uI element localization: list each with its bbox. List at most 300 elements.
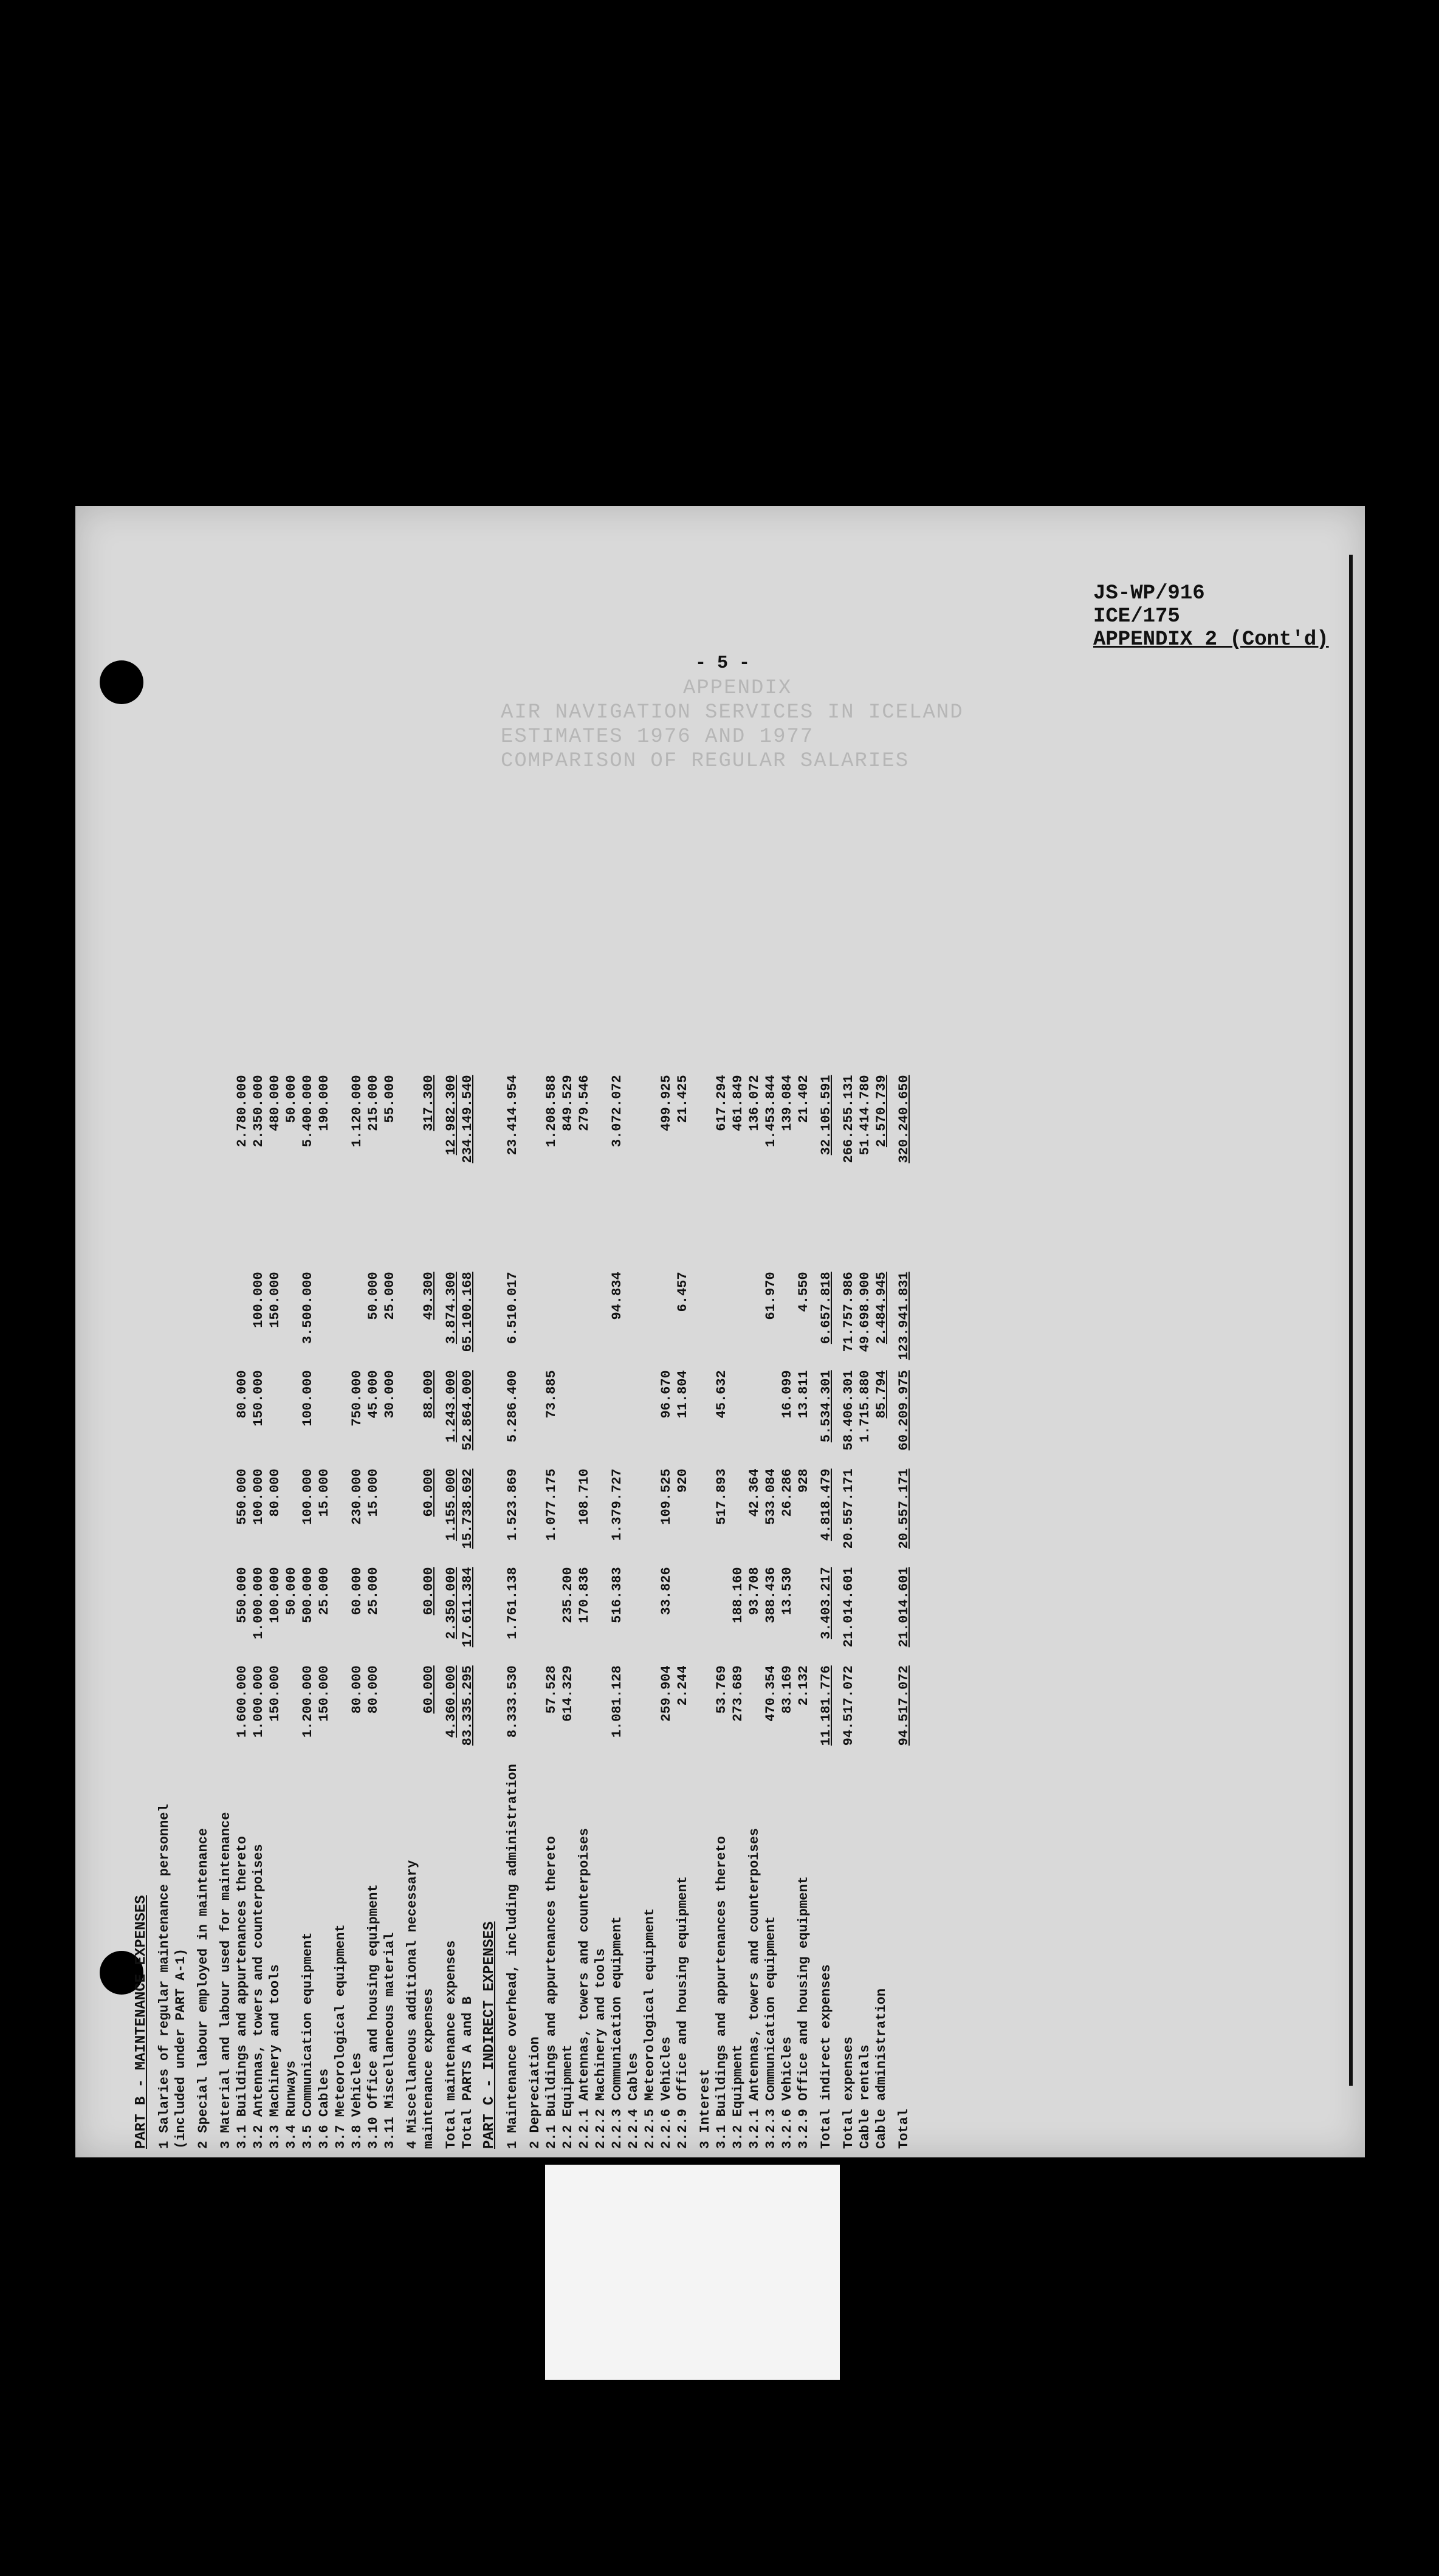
row-label: 3.5 Communication equipment — [300, 1932, 315, 2149]
table-row — [233, 1071, 250, 2153]
table-cell — [746, 1366, 762, 1465]
table-cell: 4.550 — [796, 1272, 811, 1312]
ghost-line: APPENDIX — [683, 677, 792, 700]
table-cell: 1.761.138 — [505, 1567, 520, 1640]
table-cell — [834, 1170, 856, 1268]
table-cell — [520, 1268, 543, 1366]
table-cell — [188, 1170, 211, 1268]
table-cell — [729, 1465, 746, 1563]
table-cell: 3.072.072 — [610, 1075, 625, 1148]
table-cell — [381, 1662, 397, 1760]
table-cell: 5.286.400 — [505, 1370, 520, 1443]
table-cell: 259.904 — [659, 1665, 674, 1722]
table-row — [834, 1071, 856, 2153]
table-cell — [149, 1071, 172, 1170]
table-cell: 83.335.295 — [460, 1665, 475, 1746]
table-cell — [133, 1268, 149, 1366]
table-cell: 499.925 — [659, 1075, 674, 1131]
table-cell — [283, 1662, 299, 1760]
table-cell — [575, 1662, 592, 1760]
table-cell — [690, 1465, 713, 1563]
table-cell: 13.530 — [780, 1567, 795, 1615]
table-cell: 33.826 — [659, 1567, 674, 1615]
table-cell: 1.600.000 — [235, 1665, 250, 1738]
table-cell — [856, 1563, 873, 1662]
table-cell: 60.000 — [421, 1665, 436, 1714]
table-cell — [188, 1465, 211, 1563]
table-cell: 96.670 — [659, 1370, 674, 1419]
table-cell: 30.000 — [382, 1370, 397, 1419]
table-cell — [592, 1268, 608, 1366]
table-row — [149, 1071, 172, 2153]
row-label: 2.2 Equipment — [560, 2044, 575, 2149]
table-row — [475, 1071, 498, 2153]
table-cell — [729, 1268, 746, 1366]
table-cell: 1.120.000 — [349, 1075, 365, 1148]
table-cell — [729, 1170, 746, 1268]
table-row — [543, 1071, 559, 2153]
table-row — [348, 1071, 365, 2153]
table-cell — [211, 1071, 233, 1170]
table-cell: 50.000 — [284, 1075, 299, 1123]
table-cell — [658, 1268, 674, 1366]
table-cell — [592, 1465, 608, 1563]
table-cell: 23.414.954 — [505, 1075, 520, 1156]
table-cell — [332, 1268, 348, 1366]
table-cell — [332, 1662, 348, 1760]
table-cell — [811, 1170, 834, 1268]
table-row — [778, 1071, 795, 2153]
table-cell: 273.689 — [730, 1665, 746, 1722]
table-cell — [397, 1170, 420, 1268]
table-cell — [149, 1170, 172, 1268]
table-cell — [188, 1268, 211, 1366]
table-cell — [283, 1366, 299, 1465]
table-cell — [873, 1563, 889, 1662]
table-cell — [592, 1366, 608, 1465]
table-row — [811, 1071, 834, 2153]
table-cell: 190.000 — [317, 1075, 332, 1131]
table-cell — [188, 1662, 211, 1760]
table-cell — [188, 1071, 211, 1170]
table-cell — [332, 1465, 348, 1563]
row-label: 3.2 Antennas, towers and counterpoises — [251, 1844, 266, 2149]
table-cell: 461.849 — [730, 1075, 746, 1131]
table-cell — [690, 1563, 713, 1662]
table-cell — [475, 1366, 498, 1465]
table-cell — [315, 1366, 332, 1465]
table-cell — [211, 1465, 233, 1563]
table-row — [674, 1071, 690, 2153]
table-cell: 61.970 — [763, 1272, 778, 1320]
table-cell — [795, 1170, 811, 1268]
table-cell: 80.000 — [366, 1665, 381, 1714]
table-cell — [543, 1268, 559, 1366]
table-cell — [559, 1366, 575, 1465]
table-cell — [559, 1465, 575, 1563]
table-cell: 51.414.780 — [857, 1075, 873, 1156]
table-cell: 470.354 — [763, 1665, 778, 1722]
table-cell — [172, 1071, 188, 1170]
table-row — [873, 1071, 889, 2153]
table-cell — [283, 1170, 299, 1268]
row-label: 3 Material and labour used for maintenance — [218, 1812, 233, 2149]
table-cell — [188, 1563, 211, 1662]
table-cell — [381, 1170, 397, 1268]
table-cell — [211, 1563, 233, 1662]
table-cell: 100.000 — [251, 1468, 266, 1525]
table-cell: 73.885 — [544, 1370, 559, 1419]
table-cell: 45.000 — [366, 1370, 381, 1419]
row-label: 3.2.9 Office and housing equipment — [796, 1876, 811, 2149]
table-cell — [856, 1465, 873, 1563]
reference-line-3: APPENDIX 2 (Cont'd) — [1093, 628, 1329, 651]
table-cell: 320.240.650 — [896, 1075, 912, 1163]
table-cell — [211, 1366, 233, 1465]
table-cell — [283, 1465, 299, 1563]
table-cell: 1.715.880 — [857, 1370, 873, 1443]
table-cell: 266.255.131 — [841, 1075, 856, 1163]
table-cell — [520, 1366, 543, 1465]
table-cell — [543, 1563, 559, 1662]
row-label: Total expenses — [841, 2036, 856, 2149]
table-cell: 94.834 — [610, 1272, 625, 1320]
table-cell — [133, 1071, 149, 1170]
table-cell — [658, 1170, 674, 1268]
table-cell — [348, 1170, 365, 1268]
row-label: 2.2.9 Office and housing equipment — [675, 1876, 690, 2149]
table-cell — [713, 1268, 729, 1366]
table-cell — [641, 1268, 658, 1366]
table-cell: 94.517.072 — [841, 1665, 856, 1746]
table-cell: 550.000 — [235, 1468, 250, 1525]
row-label: 3.2.1 Antennas, towers and counterpoises — [747, 1828, 762, 2149]
table-row — [713, 1071, 729, 2153]
table-cell — [543, 1170, 559, 1268]
table-cell — [332, 1366, 348, 1465]
table-cell: 15.738.692 — [460, 1468, 475, 1549]
table-cell — [133, 1465, 149, 1563]
table-cell — [172, 1268, 188, 1366]
table-cell: 60.000 — [349, 1567, 365, 1615]
table-row — [283, 1071, 299, 2153]
table-row — [746, 1071, 762, 2153]
row-label: 3 Interest — [698, 2068, 713, 2149]
table-cell: 2.780.000 — [235, 1075, 250, 1148]
table-cell: 11.181.776 — [819, 1665, 834, 1746]
white-label-tab — [545, 2165, 840, 2380]
table-cell — [436, 1170, 459, 1268]
table-cell — [592, 1071, 608, 1170]
table-cell — [690, 1268, 713, 1366]
table-cell: 4.818.479 — [819, 1468, 834, 1541]
table-cell — [746, 1268, 762, 1366]
table-row — [420, 1071, 436, 2153]
row-label: Total PARTS A and B — [460, 1996, 475, 2149]
table-cell: 71.757.986 — [841, 1272, 856, 1352]
table-cell: 17.611.384 — [460, 1567, 475, 1648]
table-cell: 1.155.000 — [444, 1468, 459, 1541]
table-cell: 517.893 — [714, 1468, 729, 1525]
table-row — [397, 1071, 420, 2153]
row-label: 3.4 Runways — [284, 2060, 299, 2149]
row-label: Cable administration — [874, 1988, 889, 2149]
table-cell — [520, 1662, 543, 1760]
table-cell: 235.200 — [560, 1567, 575, 1623]
table-cell: 6.510.017 — [505, 1272, 520, 1345]
table-cell: 533.084 — [763, 1468, 778, 1525]
table-cell — [397, 1366, 420, 1465]
table-cell: 94.517.072 — [896, 1665, 912, 1746]
table-row — [299, 1071, 315, 2153]
row-label: 3.7 Meteorological equipment — [333, 1924, 348, 2149]
row-label: 3.2.3 Communication equipment — [763, 1916, 778, 2149]
table-cell — [873, 1170, 889, 1268]
table-cell: 2.132 — [796, 1665, 811, 1706]
ghost-line: ESTIMATES 1976 AND 1977 — [501, 725, 814, 748]
table-cell — [315, 1268, 332, 1366]
row-label: PART B - MAINTENANCE EXPENSES — [133, 1895, 149, 2149]
table-cell: 80.000 — [349, 1665, 365, 1714]
table-cell: 388.436 — [763, 1567, 778, 1623]
table-cell: 150.000 — [267, 1665, 283, 1722]
table-cell — [266, 1170, 283, 1268]
row-label: 3.3 Machinery and tools — [267, 1964, 283, 2149]
table-row — [188, 1071, 211, 2153]
table-cell — [475, 1071, 498, 1170]
table-cell — [172, 1563, 188, 1662]
table-cell — [795, 1563, 811, 1662]
table-cell — [149, 1268, 172, 1366]
table-cell — [608, 1170, 625, 1268]
table-cell: 614.329 — [560, 1665, 575, 1722]
table-cell: 928 — [796, 1468, 811, 1493]
row-label: 3.6 Cables — [317, 2068, 332, 2149]
table-cell — [729, 1366, 746, 1465]
table-cell — [397, 1563, 420, 1662]
table-cell: 93.708 — [747, 1567, 762, 1615]
reference-line-2: ICE/175 — [1093, 605, 1180, 628]
page-margin-bar — [1349, 555, 1353, 2086]
table-cell: 100.000 — [300, 1370, 315, 1427]
table-cell — [520, 1170, 543, 1268]
table-cell — [746, 1170, 762, 1268]
row-label: 2.2.3 Communication equipment — [610, 1916, 625, 2149]
table-cell: 80.000 — [235, 1370, 250, 1419]
table-cell: 516.383 — [610, 1567, 625, 1623]
table-cell: 11.804 — [675, 1370, 690, 1419]
table-cell: 13.811 — [796, 1370, 811, 1419]
table-cell — [233, 1268, 250, 1366]
table-cell — [889, 1170, 912, 1268]
table-cell — [592, 1170, 608, 1268]
table-row — [690, 1071, 713, 2153]
table-cell — [713, 1170, 729, 1268]
table-cell: 2.350.000 — [251, 1075, 266, 1148]
row-label: 3.2 Equipment — [730, 2044, 746, 2149]
table-cell — [381, 1465, 397, 1563]
table-row — [172, 1071, 188, 2153]
table-cell: 12.982.300 — [444, 1075, 459, 1156]
row-label: (included under PART A-1) — [173, 1948, 188, 2149]
table-cell: 2.484.945 — [874, 1272, 889, 1345]
table-cell — [641, 1662, 658, 1760]
table-cell: 50.000 — [366, 1272, 381, 1320]
table-row — [266, 1071, 283, 2153]
row-label: Total — [896, 2108, 912, 2149]
table-cell — [475, 1170, 498, 1268]
table-cell: 1.000.000 — [251, 1567, 266, 1640]
table-cell — [211, 1268, 233, 1366]
table-cell: 2.570.739 — [874, 1075, 889, 1148]
table-cell: 920 — [675, 1468, 690, 1493]
table-cell — [133, 1366, 149, 1465]
table-cell — [520, 1465, 543, 1563]
table-cell — [283, 1268, 299, 1366]
table-cell — [873, 1662, 889, 1760]
table-cell — [592, 1563, 608, 1662]
table-cell: 100.000 — [251, 1272, 266, 1328]
table-cell: 49.698.900 — [857, 1272, 873, 1352]
table-cell — [625, 1465, 641, 1563]
table-cell — [641, 1366, 658, 1465]
table-cell — [172, 1170, 188, 1268]
table-cell: 123.941.831 — [896, 1272, 912, 1360]
table-cell: 4.360.000 — [444, 1665, 459, 1738]
row-label: 4 Miscellaneous additional necessary — [405, 1860, 420, 2149]
row-label: 2.2.6 Vehicles — [659, 2036, 674, 2149]
table-cell: 8.333.530 — [505, 1665, 520, 1738]
table-cell: 58.406.301 — [841, 1370, 856, 1451]
table-cell — [381, 1563, 397, 1662]
table-cell — [559, 1170, 575, 1268]
table-cell: 21.425 — [675, 1075, 690, 1123]
table-row — [133, 1071, 149, 2153]
table-cell — [625, 1366, 641, 1465]
table-cell — [149, 1366, 172, 1465]
table-cell: 21.014.601 — [896, 1567, 912, 1648]
table-cell — [397, 1071, 420, 1170]
table-cell: 150.000 — [251, 1370, 266, 1427]
table-row — [459, 1071, 475, 2153]
table-cell: 136.072 — [747, 1075, 762, 1131]
table-cell: 3.500.000 — [300, 1272, 315, 1345]
table-row — [559, 1071, 575, 2153]
table-cell — [459, 1170, 475, 1268]
table-cell — [778, 1268, 795, 1366]
row-label: 1 Maintenance overhead, including administration — [505, 1764, 520, 2149]
table-cell — [188, 1366, 211, 1465]
table-row — [332, 1071, 348, 2153]
table-cell: 3.874.300 — [444, 1272, 459, 1345]
table-cell: 170.836 — [577, 1567, 592, 1623]
table-cell: 65.100.168 — [460, 1272, 475, 1352]
table-row — [729, 1071, 746, 2153]
page-number: - 5 - — [695, 653, 750, 674]
table-row — [658, 1071, 674, 2153]
table-cell — [674, 1563, 690, 1662]
table-cell: 139.084 — [780, 1075, 795, 1131]
row-label: 2.2.1 Antennas, towers and counterpoises — [577, 1828, 592, 2149]
row-label: 3.2.6 Vehicles — [780, 2036, 795, 2149]
table-cell — [475, 1662, 498, 1760]
table-cell: 1.077.175 — [544, 1468, 559, 1541]
table-cell: 55.000 — [382, 1075, 397, 1123]
table-cell: 215.000 — [366, 1075, 381, 1131]
table-cell: 16.099 — [780, 1370, 795, 1419]
table-cell — [641, 1071, 658, 1170]
table-cell: 49.300 — [421, 1272, 436, 1320]
table-cell — [397, 1268, 420, 1366]
table-cell — [625, 1071, 641, 1170]
reference-line-1: JS-WP/916 — [1093, 582, 1205, 605]
table-row — [211, 1071, 233, 2153]
table-cell — [133, 1563, 149, 1662]
table-cell — [172, 1465, 188, 1563]
table-cell: 45.632 — [714, 1370, 729, 1419]
table-cell — [592, 1662, 608, 1760]
table-cell: 21.014.601 — [841, 1567, 856, 1648]
table-cell — [641, 1465, 658, 1563]
row-label: 3.8 Vehicles — [349, 2052, 365, 2149]
table-cell: 2.350.000 — [444, 1567, 459, 1640]
table-cell: 1.453.844 — [763, 1075, 778, 1148]
table-row — [498, 1071, 520, 2153]
table-cell — [332, 1170, 348, 1268]
table-cell — [332, 1071, 348, 1170]
table-cell — [172, 1662, 188, 1760]
row-label: 2 Special labour employed in maintenance — [196, 1828, 211, 2149]
table-cell — [690, 1071, 713, 1170]
table-cell: 230.000 — [349, 1468, 365, 1525]
table-cell: 617.294 — [714, 1075, 729, 1131]
table-cell — [762, 1170, 778, 1268]
table-row — [889, 1071, 912, 2153]
table-cell — [397, 1465, 420, 1563]
table-cell: 5.400.000 — [300, 1075, 315, 1148]
table-cell — [315, 1170, 332, 1268]
table-cell — [133, 1170, 149, 1268]
table-row — [520, 1071, 543, 2153]
table-cell — [233, 1170, 250, 1268]
table-cell: 1.200.000 — [300, 1665, 315, 1738]
row-label: 2 Depreciation — [527, 2036, 543, 2149]
table-cell: 188.160 — [730, 1567, 746, 1623]
table-cell: 20.557.171 — [841, 1468, 856, 1549]
table-cell: 234.149.540 — [460, 1075, 475, 1163]
table-row — [625, 1071, 641, 2153]
table-cell: 480.000 — [267, 1075, 283, 1131]
table-cell: 83.169 — [780, 1665, 795, 1714]
expenses-table — [133, 1071, 912, 2153]
table-cell: 26.286 — [780, 1468, 795, 1517]
table-cell: 6.657.818 — [819, 1272, 834, 1345]
row-label: PART C - INDIRECT EXPENSES — [481, 1921, 498, 2149]
table-cell: 1.243.000 — [444, 1370, 459, 1443]
table-cell: 21.402 — [796, 1075, 811, 1123]
table-row — [795, 1071, 811, 2153]
table-cell — [475, 1268, 498, 1366]
table-cell: 20.557.171 — [896, 1468, 912, 1549]
table-cell: 32.105.591 — [819, 1075, 834, 1156]
table-cell — [762, 1366, 778, 1465]
table-cell — [520, 1071, 543, 1170]
table-cell — [332, 1563, 348, 1662]
row-label: 3.1 Buildings and appurtenances thereto — [714, 1836, 729, 2149]
table-cell — [133, 1662, 149, 1760]
table-cell: 100.000 — [267, 1567, 283, 1623]
table-cell — [873, 1465, 889, 1563]
